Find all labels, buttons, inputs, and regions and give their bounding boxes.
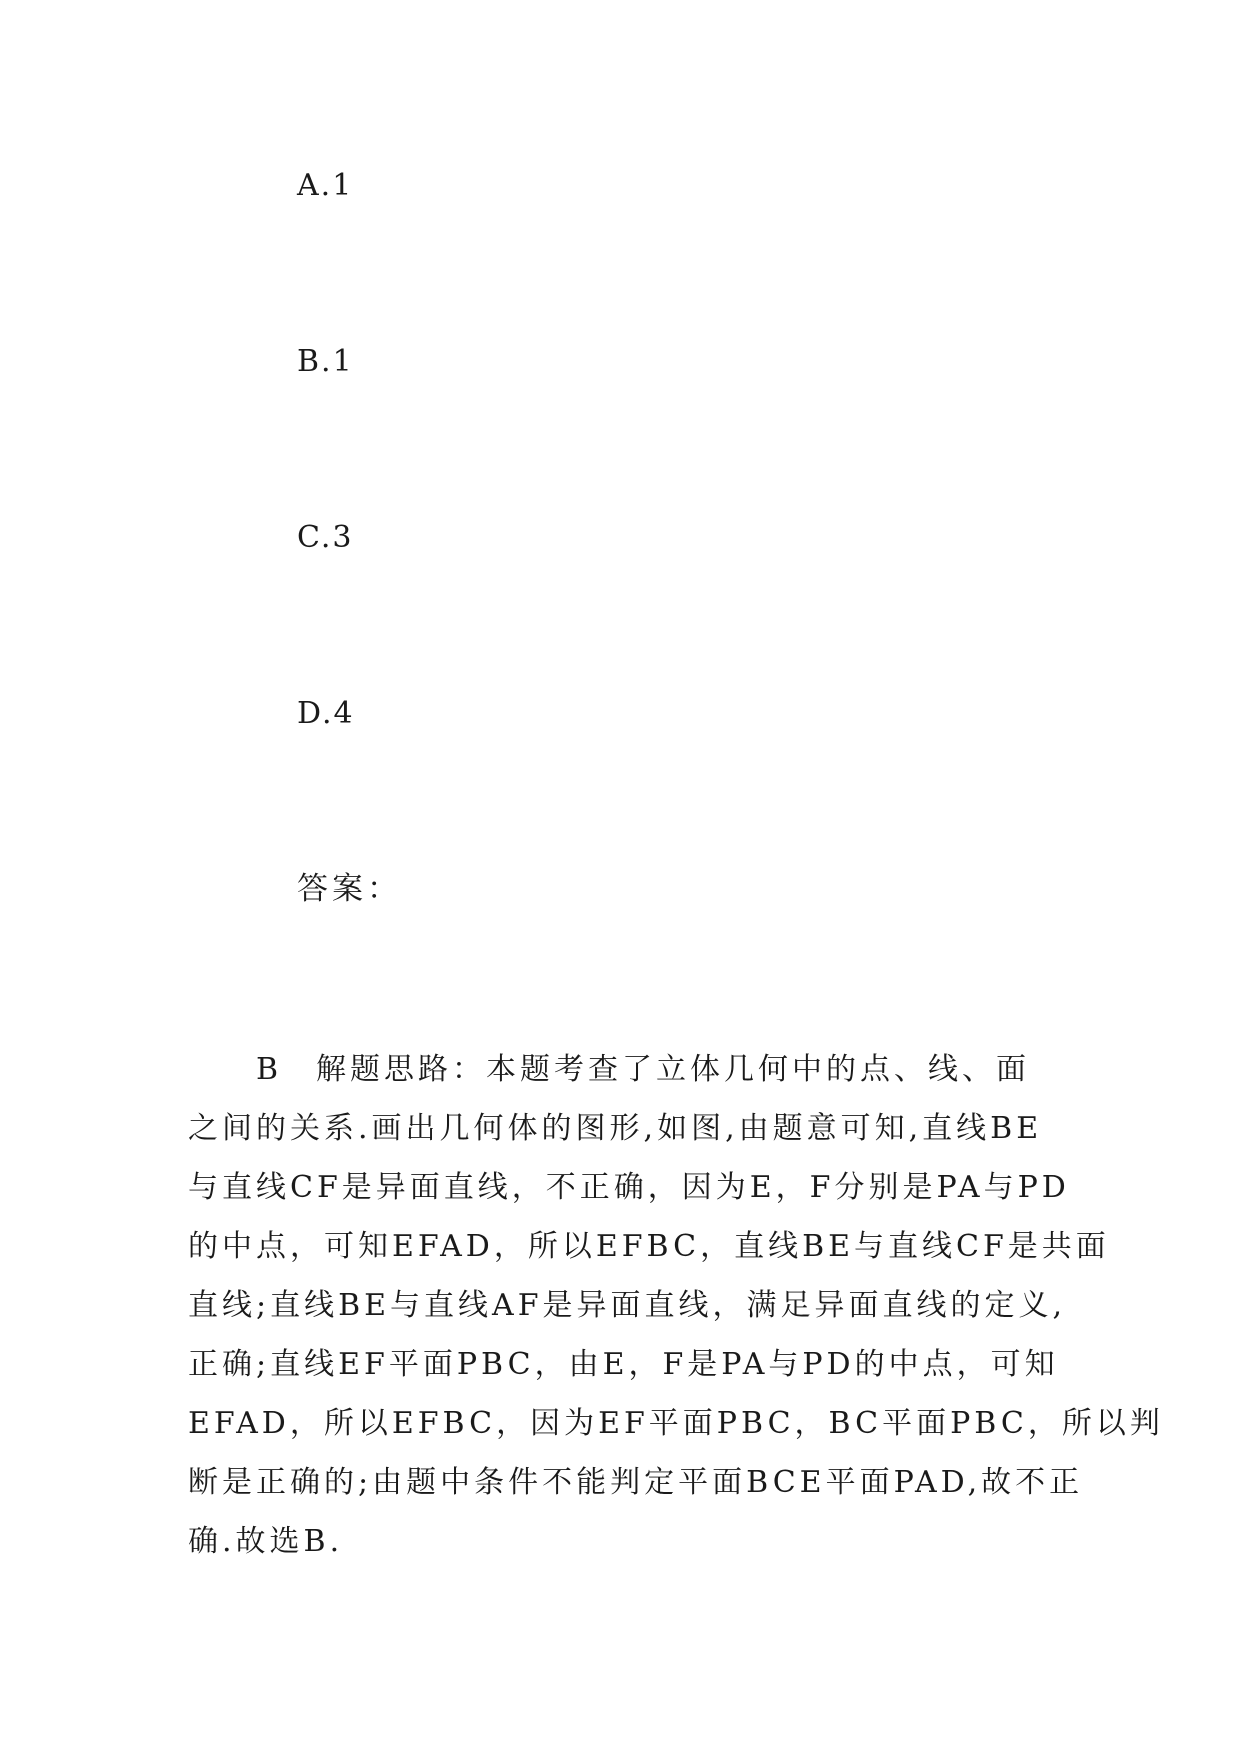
option-a: A.1 [297, 168, 354, 203]
explanation-line: EFAD，所以EFBC，因为EF平面PBC，BC平面PBC，所以判 [188, 1406, 1164, 1441]
explanation-line: 正确;直线EF平面PBC，由E，F是PA与PD的中点，可知 [188, 1347, 1059, 1382]
explanation-line: 直线;直线BE与直线AF是异面直线，满足异面直线的定义, [188, 1288, 1067, 1323]
explanation-line: 的中点，可知EFAD，所以EFBC，直线BE与直线CF是共面 [188, 1229, 1110, 1264]
explanation-line: 确.故选B. [188, 1524, 344, 1559]
option-b: B.1 [297, 344, 354, 379]
option-c: C.3 [297, 520, 354, 555]
explanation-paragraph [188, 1040, 1164, 1571]
option-d: D.4 [297, 696, 355, 731]
answer-label: 答案： [297, 871, 402, 907]
explanation-line: 断是正确的;由题中条件不能判定平面BCE平面PAD,故不正 [188, 1465, 1084, 1500]
explanation-line: 之间的关系.画出几何体的图形,如图,由题意可知,直线BE [188, 1111, 1043, 1146]
explanation-line: 与直线CF是异面直线，不正确，因为E，F分别是PA与PD [188, 1170, 1070, 1205]
explanation-line: B 解题思路：本题考查了立体几何中的点、线、面 [188, 1052, 1031, 1087]
